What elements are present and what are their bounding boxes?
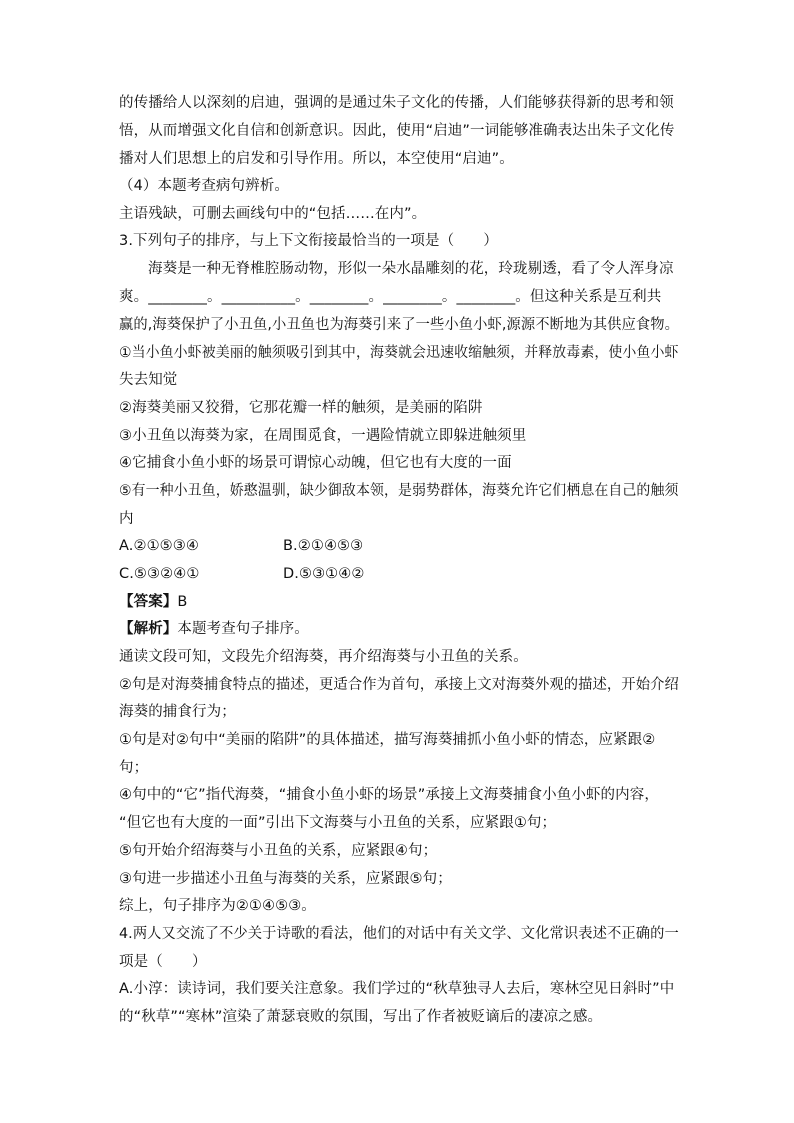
analysis-line: 综上，句子排序为②①④⑤③。 (119, 898, 316, 914)
answer-line (119, 589, 679, 615)
answer-value: B (177, 594, 188, 610)
option-b: B.②①④⑤③ (283, 538, 364, 554)
passage-line: 海葵是一种无脊椎腔肠动物，形似一朵水晶雕刻的花，玲珑剔透，看了令人浑身凉 (148, 261, 674, 277)
analysis-line: ②句是对海葵捕食特点的描述，更适合作为首句，承接上文对海葵外观的描述，开始介绍 (119, 677, 679, 693)
question-3-stem: 3.下列句子的排序，与上下文衔接最恰当的一项是（ ） (119, 233, 499, 249)
analysis-line: ⑤句开始介绍海葵与小丑鱼的关系，应紧跟④句； (119, 843, 438, 859)
passage-line: 爽。________。__________。________。________。________。但这种关系是互利共 (119, 289, 662, 305)
answer-label: 【答案】 (119, 594, 178, 610)
text-line: 悟，从而增强文化自信和创新意识。因此，使用“启迪”一词能够准确表达出朱子文化传 (119, 123, 675, 139)
analysis-text: 本题考查句子排序。 (177, 621, 309, 637)
question-4-option-a: A.小淳：读诗词，我们要关注意象。我们学过的“秋草独寻人去后，寒林空见日斜时”中 (119, 981, 675, 997)
text-line: 主语残缺，可删去画线句中的“包括……在内”。 (119, 206, 427, 222)
text-line: 播对人们思想上的启发和引导作用。所以，本空使用“启迪”。 (119, 151, 514, 167)
question-4-stem: 4.两人又交流了不少关于诗歌的看法，他们的对话中有关文学、文化常识表述不正确的一 (119, 926, 679, 942)
analysis-line: “但它也有大度的一面”引出下文海葵与小丑鱼的关系，应紧跟①句； (119, 815, 557, 831)
text-line: 的传播给人以深刻的启迪，强调的是通过朱子文化的传播，人们能够获得新的思考和领 (119, 95, 674, 111)
option-a: A.②①⑤③④ (119, 538, 199, 554)
sentence-5-cont: 内 (119, 511, 134, 527)
question-4-option-a-cont: 的“秋草”“寒林”渲染了萧瑟衰败的氛围，写出了作者被贬谪后的凄凉之感。 (119, 1009, 603, 1025)
analysis-line: 海葵的捕食行为； (119, 704, 236, 720)
text-line: （4）本题考查病句辨析。 (119, 178, 289, 194)
option-c: C.⑤③②④① (119, 566, 200, 582)
analysis-line: 句； (119, 760, 149, 776)
sentence-2: ②海葵美丽又狡猾，它那花瓣一样的触须，是美丽的陷阱 (119, 400, 483, 416)
sentence-3: ③小丑鱼以海葵为家，在周围觅食，一遇险情就立即躲进触须里 (119, 428, 527, 444)
analysis-line: 通读文段可知，文段先介绍海葵，再介绍海葵与小丑鱼的关系。 (119, 649, 528, 665)
analysis-line (119, 616, 679, 642)
analysis-line: ④句中的“它”指代海葵，“捕食小鱼小虾的场景”承接上文海葵捕食小鱼小虾的内容， (119, 787, 659, 803)
question-4-stem-cont: 项是（ ） (119, 954, 207, 970)
analysis-line: ①句是对②句中“美丽的陷阱”的具体描述，描写海葵捕抓小鱼小虾的情态，应紧跟② (119, 732, 656, 748)
option-d: D.⑤③①④② (283, 566, 365, 582)
sentence-4: ④它捕食小鱼小虾的场景可谓惊心动魄，但它也有大度的一面 (119, 455, 512, 471)
analysis-label: 【解析】 (119, 621, 178, 637)
sentence-1: ①当小鱼小虾被美丽的触须吸引到其中，海葵就会迅速收缩触须，并释放毒素，使小鱼小虾 (119, 345, 679, 361)
passage-line: 赢的,海葵保护了小丑鱼,小丑鱼也为海葵引来了一些小鱼小虾,源源不断地为其供应食物。 (119, 317, 679, 333)
sentence-1-cont: 失去知觉 (119, 372, 178, 388)
sentence-5: ⑤有一种小丑鱼，娇憨温驯，缺少御敌本领，是弱势群体，海葵允许它们栖息在自己的触须 (119, 483, 679, 499)
analysis-line: ③句进一步描述小丑鱼与海葵的关系，应紧跟⑤句； (119, 871, 452, 887)
